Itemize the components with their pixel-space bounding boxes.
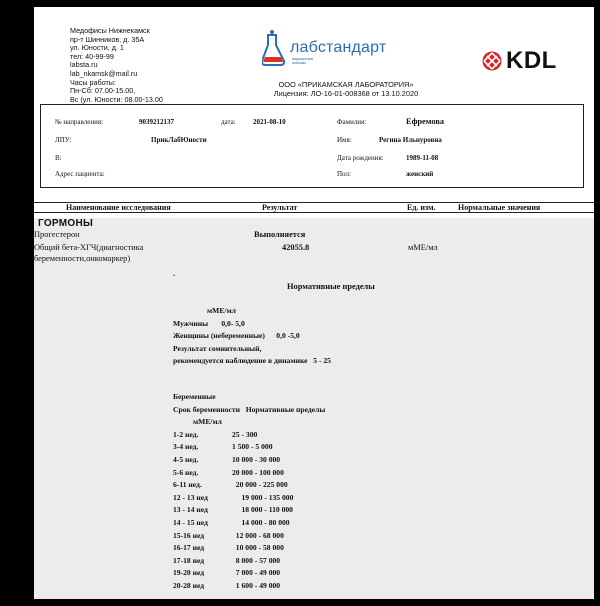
pregnancy-row: 13 - 14 нед 18 000 - 110 000 <box>173 505 293 515</box>
section-title: ГОРМОНЫ <box>38 218 94 229</box>
name-label: Имя: <box>337 136 352 144</box>
pregnancy-row: 1-2 нед. 25 - 300 <box>173 429 258 439</box>
dot-marker: . <box>173 269 176 278</box>
normative-title: Нормативные пределы <box>287 282 375 291</box>
v-label: В: <box>55 154 62 162</box>
address-line: ул. Юности, д. 1 <box>70 43 124 53</box>
test-name: Прогестерон <box>34 230 80 239</box>
address-line: тел: 40-99-99 <box>70 51 114 61</box>
organization-info <box>246 81 446 98</box>
test-name: Общий бета-ХГЧ(диагностика <box>34 243 144 252</box>
column-norm-header: Нормальные значения <box>458 203 541 212</box>
org-name: ООО «ПРИКАМСКАЯ ЛАБОРАТОРИЯ» <box>278 80 414 89</box>
test-name-continued: беременности,онкомаркер) <box>34 254 131 263</box>
normative-unit: мМЕ/мл <box>207 306 236 315</box>
lpu-label: ЛПУ: <box>55 136 72 144</box>
patient-info-box <box>40 104 584 188</box>
date-label: дата: <box>221 118 236 126</box>
pregnancy-row: 12 - 13 нед 19 000 - 135 000 <box>173 492 294 502</box>
test-result: Выполняется <box>254 230 306 239</box>
column-unit-header: Ед. изм. <box>407 203 436 212</box>
name-value: Регина Ильнуровна <box>379 136 442 144</box>
license-text: Лицензия: ЛО-16-01-008368 от 13.10.2020 <box>273 88 419 98</box>
normative-line: Результат сомнительный, <box>173 343 262 353</box>
pregnant-title: Беременные <box>173 392 216 401</box>
date-value: 2021-08-10 <box>253 118 286 126</box>
address-line: Вс (ул. Юности: 08.00-13.00 <box>70 94 163 104</box>
sex-value: женский <box>406 170 434 178</box>
dob-value: 1989-11-08 <box>406 154 439 162</box>
pregnancy-row: 20-28 нед 1 600 - 49 000 <box>173 580 281 590</box>
pregnancy-row: 19-20 нед 7 000 - 49 000 <box>173 568 281 578</box>
pregnancy-norms <box>173 391 325 593</box>
referral-value: 9039212137 <box>139 118 174 126</box>
lab-logo-text: лабстандарт <box>290 39 387 56</box>
normative-line: рекомендуется наблюдение в динамике 5 - 25 <box>173 356 331 366</box>
surname-label: Фамилия: <box>337 118 367 126</box>
referral-label: № направления: <box>55 118 104 126</box>
address-line: пр-т Шинников, д. 35А <box>70 34 145 44</box>
normative-line: Женщины (небеременные) 0,0 -5,0 <box>173 331 300 341</box>
pregnancy-row: 5-6 нед. 20 000 - 100 000 <box>173 467 284 477</box>
sex-label: Пол: <box>337 170 351 178</box>
address-label: Адрес пациента: <box>55 170 105 178</box>
kdl-logo-text: KDL <box>506 47 557 74</box>
lab-address-block <box>70 27 163 104</box>
column-result-header: Результат <box>262 203 298 212</box>
address-line: labsta.ru <box>70 60 98 70</box>
address-line: Часы работы: <box>70 77 116 87</box>
column-name-header: Наименование исследования <box>66 203 171 212</box>
lab-logo-subtitle: медицинские анализы <box>292 57 314 65</box>
pregnancy-row: 17-18 нед 8 000 - 57 000 <box>173 555 281 565</box>
address-line: Медофисы Нижнекамск <box>70 26 150 35</box>
normative-line: Мужчины 0,0- 5,0 <box>173 318 245 328</box>
normative-ranges <box>173 305 331 368</box>
pregnancy-row: 4-5 нед. 10 000 - 30 000 <box>173 454 281 464</box>
test-unit: мМЕ/мл <box>408 243 438 252</box>
test-result: 42055.8 <box>282 243 310 252</box>
kdl-emblem-icon <box>482 51 502 71</box>
pregnant-header: Срок беременности Нормативные пределы <box>173 404 326 414</box>
dob-label: Дата рождения: <box>337 154 384 162</box>
pregnancy-row: 3-4 нед. 1 500 - 5 000 <box>173 442 273 452</box>
surname-value: Ефремова <box>406 117 445 126</box>
results-table-header <box>34 202 594 213</box>
address-line: Пн-Сб: 07.00-15.00, <box>70 86 136 96</box>
lpu-value: ПрикЛабЮности <box>151 136 207 144</box>
address-line: lab_nkamsk@mail.ru <box>70 68 138 78</box>
pregnancy-row: 15-16 нед 12 000 - 68 000 <box>173 530 284 540</box>
pregnancy-row: 16-17 нед 10 000 - 58 000 <box>173 543 284 553</box>
pregnancy-row: 14 - 15 нед 14 000 - 80 000 <box>173 517 290 527</box>
pregnancy-row: 6-11 нед. 20 000 - 225 000 <box>173 480 288 490</box>
pregnant-unit: мМЕ/мл <box>193 417 222 427</box>
lab-report-page <box>34 7 594 599</box>
